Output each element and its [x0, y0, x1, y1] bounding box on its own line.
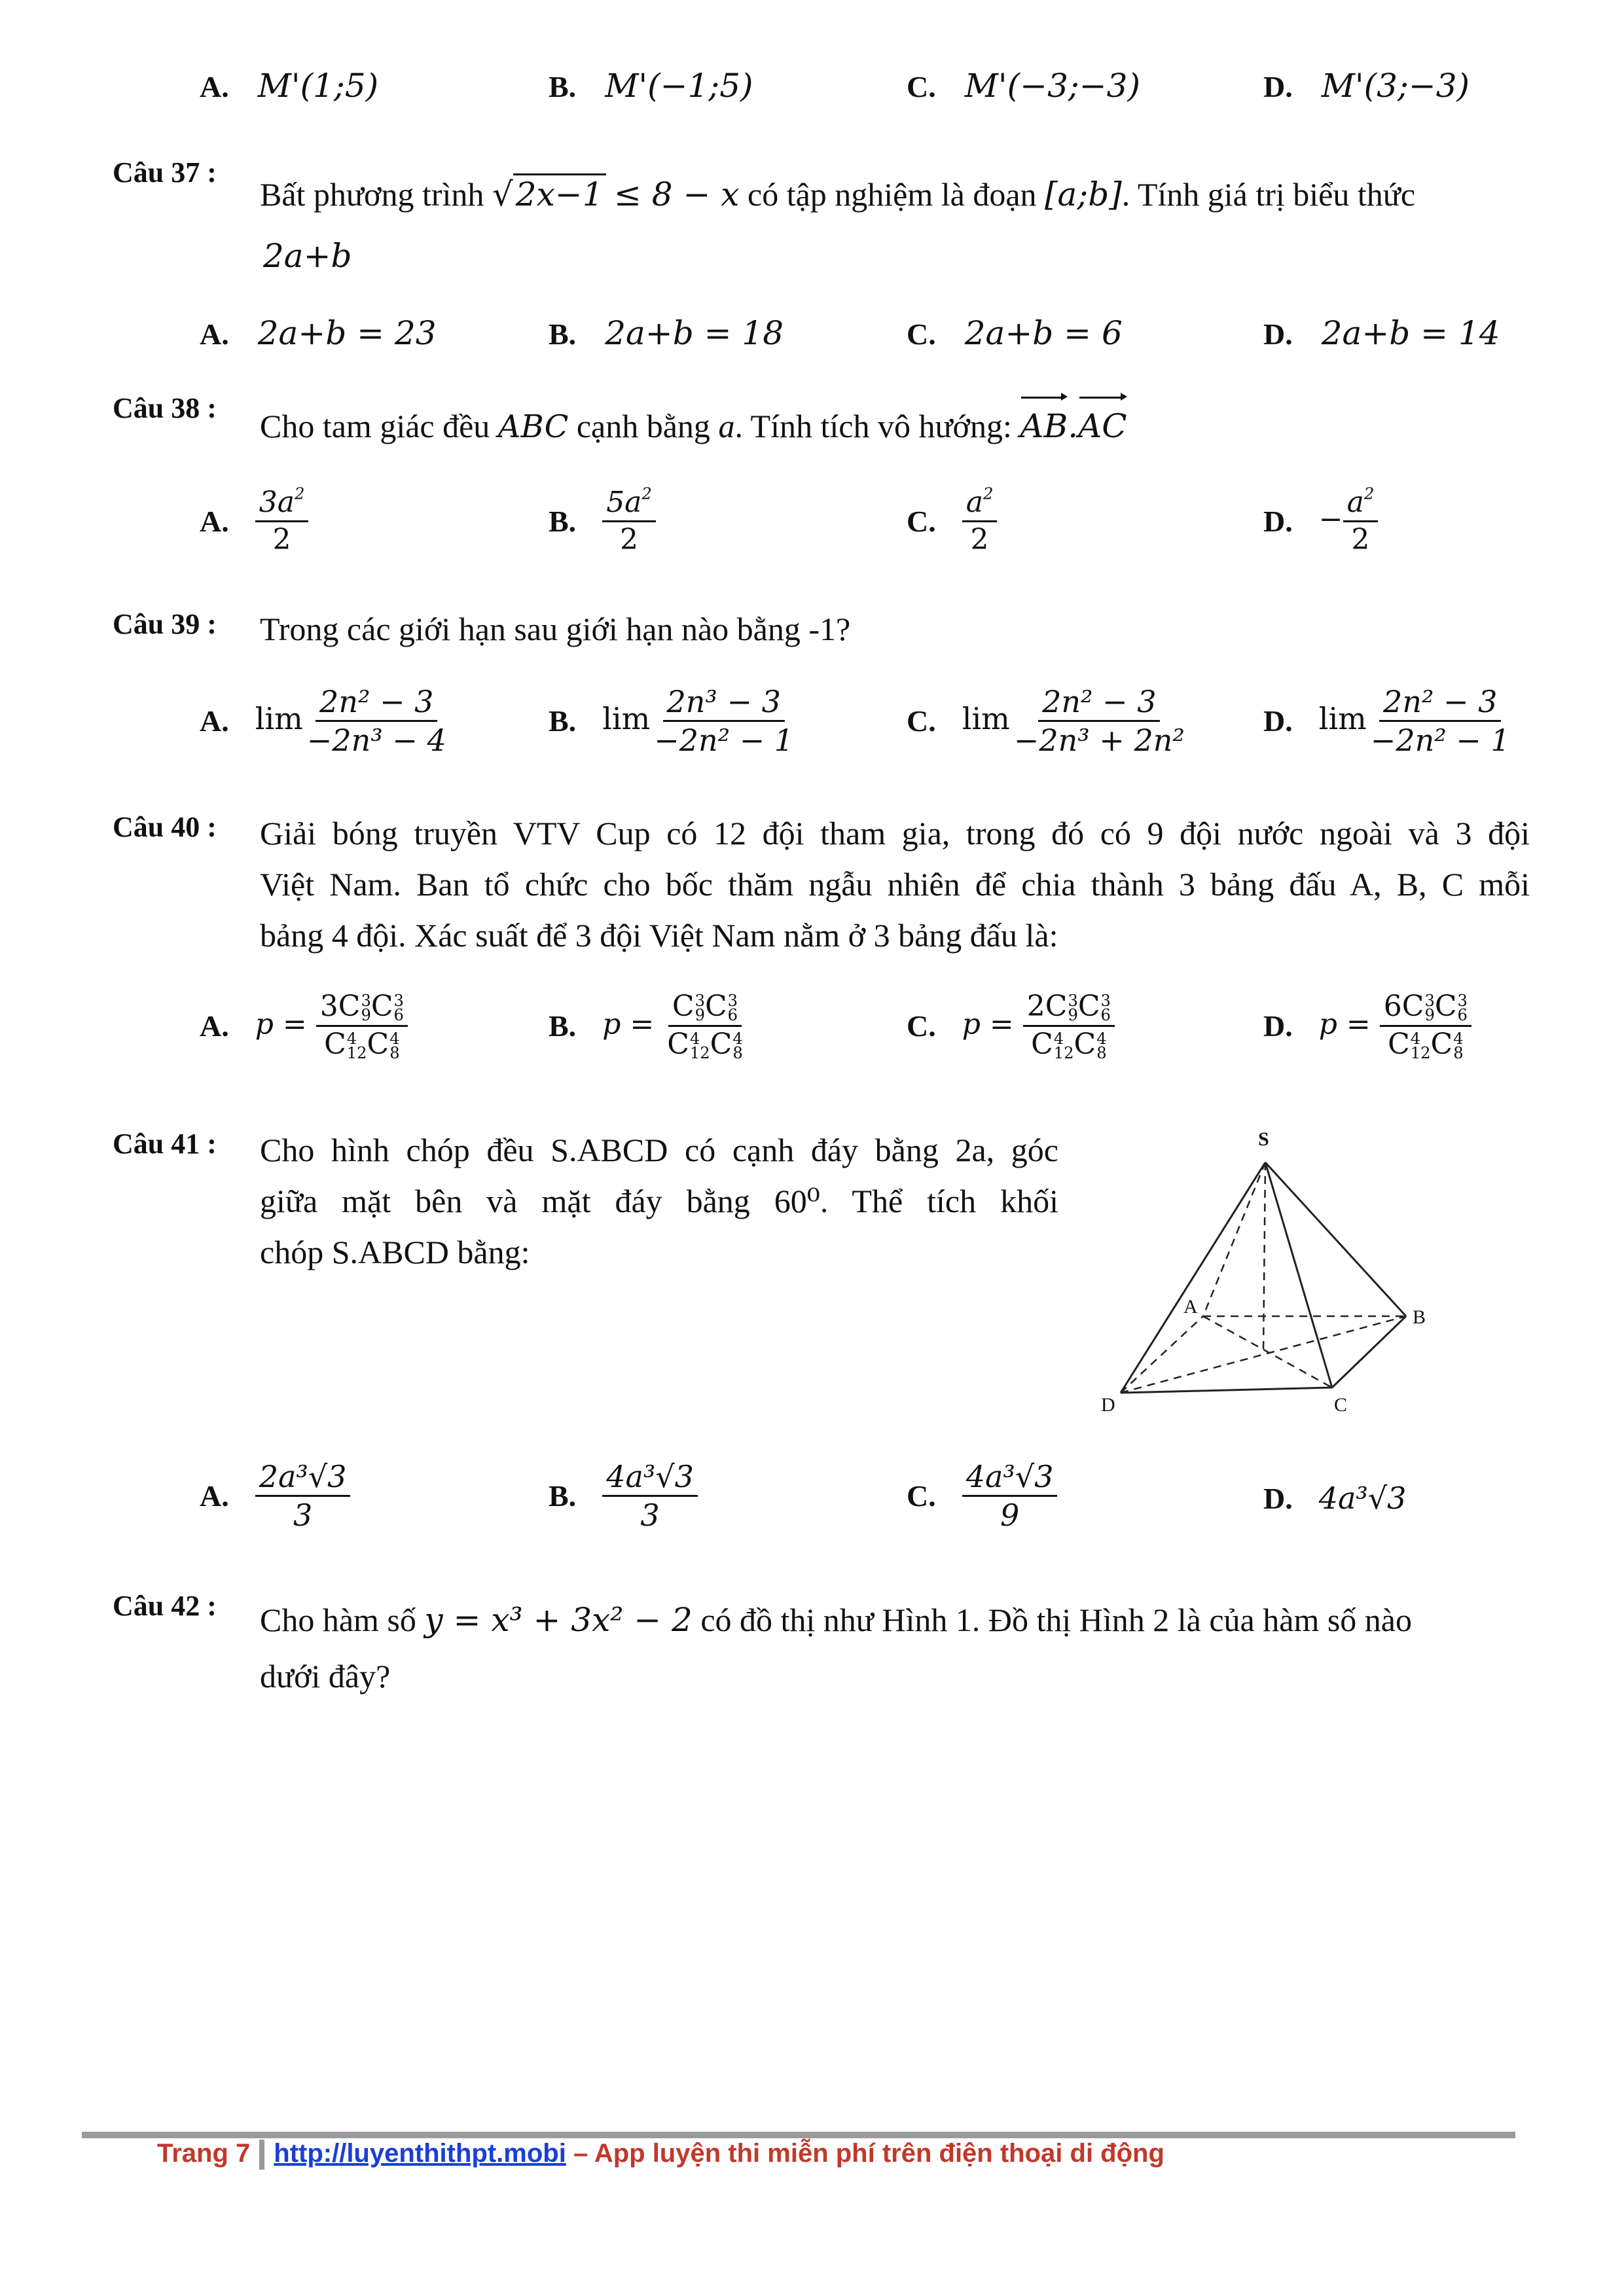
- vector-ab: AB: [1020, 401, 1068, 452]
- q40-label: Câu 40 :: [113, 811, 217, 843]
- q38-label: Câu 38 :: [113, 392, 217, 424]
- q39-label: Câu 39 :: [113, 608, 217, 640]
- q36-option-a: A. M'(1;5): [200, 67, 379, 105]
- q37-text: Bất phương trình √2x−1 ≤ 8 − x có tập nghiệm là đoạn [a;b]. Tính giá trị biểu thức: [260, 169, 1415, 220]
- q38-option-b: B. $\frac{5a^2}{2}$: [549, 488, 656, 555]
- label-c: C: [1334, 1394, 1348, 1416]
- footer-link[interactable]: http://luyenthithpt.mobi: [274, 2139, 566, 2168]
- q38-text: Cho tam giác đều ABC cạnh bằng a. Tính tích vô hướng: AB.AC: [260, 401, 1127, 452]
- q37-expression: 2a+b: [263, 237, 352, 275]
- q40-text: Giải bóng truyền VTV Cup có 12 đội tham gia, trong đó có 9 đội nước ngoài và 3 đội Việt Nam. Ban tổ chức cho bốc thăm ngẫu nhiên để chia thành 3 bảng đấu A, B, C mỗi bảng 4 đội. Xác suất để 3 đội Việt Nam nằm ở 3 bảng đấu là:: [260, 815, 1530, 954]
- edge-sc: [1265, 1162, 1332, 1388]
- footer-tagline: – App luyện thi miễn phí trên điện thoại di động: [573, 2139, 1164, 2168]
- height-hidden: [1263, 1162, 1265, 1352]
- label-b: B: [1413, 1306, 1426, 1328]
- q39-option-a: A. lim $\frac{\text{2n² − 3}}{\text{−2n³ − 4}}$: [200, 684, 446, 759]
- edge-sa-hidden: [1203, 1162, 1265, 1316]
- q41-option-c: C. $\frac{\text{4a³√3}}{9}$: [907, 1461, 1057, 1532]
- page-number: Trang 7: [157, 2139, 251, 2168]
- q39-option-b: B. lim $\frac{\text{2n³ − 3}}{\text{−2n² − 1}}$: [549, 684, 794, 759]
- q40-option-d: D. p = 6C 3 9 C 3 6 C 4 12 C 4 8: [1263, 992, 1471, 1061]
- q41-option-a: A. $\frac{\text{2a³√3}}{3}$: [200, 1461, 350, 1532]
- footer-rule: [82, 2132, 1515, 2138]
- q40-option-c: C. p = 2C 3 9 C 3 6 C 4 12 C 4 8: [907, 992, 1115, 1061]
- q42-label: Câu 42 :: [113, 1590, 217, 1622]
- q37-label: Câu 37 :: [113, 156, 217, 188]
- edge-sb: [1265, 1162, 1406, 1316]
- q42-text-line2: dưới đây?: [260, 1658, 391, 1695]
- q41-label: Câu 41 :: [113, 1128, 217, 1160]
- q40-option-a: A. p = 3C 3 9 C 3 6 C 4 12 C 4 8: [200, 992, 408, 1061]
- q40-option-b: B. p = C 3 9 C 3 6 C 4 12 C 4 8: [549, 990, 743, 1062]
- label-d: D: [1101, 1394, 1115, 1416]
- label-a: A: [1183, 1296, 1198, 1318]
- q41-option-d: D. 4a³√3: [1263, 1480, 1407, 1516]
- q37-option-d: D. 2a+b = 14: [1263, 314, 1500, 352]
- q36-option-c: C. M'(−3;−3): [907, 67, 1140, 105]
- q39-text: Trong các giới hạn sau giới hạn nào bằng -1?: [260, 611, 851, 647]
- q39-option-c: C. lim $\frac{\text{2n² − 3}}{\text{−2n³ + 2n²}}$: [907, 684, 1185, 759]
- q39-option-d: D. lim $\frac{\text{2n² − 3}}{\text{−2n² − 1}}$: [1263, 684, 1510, 759]
- q41-text: Cho hình chóp đều S.ABCD có cạnh đáy bằng 2a, góc giữa mặt bên và mặt đáy bằng 60⁰. Thể tích khối chóp S.ABCD bằng:: [260, 1132, 1058, 1270]
- footer-separator: [259, 2140, 264, 2170]
- edge-cb: [1332, 1316, 1406, 1388]
- q38-option-d: D. − $\frac{a^2}{2}$: [1263, 488, 1378, 555]
- vector-ac: AC: [1078, 401, 1127, 452]
- q41-option-b: B. $\frac{\text{4a³√3}}{3}$: [549, 1461, 698, 1532]
- footer: [157, 2139, 1164, 2170]
- edge-dc: [1121, 1388, 1332, 1393]
- diag-ac-hidden: [1203, 1316, 1332, 1388]
- edge-sd: [1121, 1162, 1265, 1393]
- label-s: S: [1258, 1128, 1269, 1150]
- q37-option-a: A. 2a+b = 23: [200, 314, 437, 352]
- q37-option-b: B. 2a+b = 18: [549, 314, 784, 352]
- q36-option-b: B. M'(−1;5): [549, 67, 753, 105]
- q42-text: Cho hàm số y = x³ + 3x² − 2 có đồ thị như Hình 1. Đồ thị Hình 2 là của hàm số nào: [260, 1601, 1412, 1639]
- q38-option-a: A. $\frac{3a^2}{2}$: [200, 488, 308, 555]
- q37-option-c: C. 2a+b = 6: [907, 314, 1123, 352]
- pyramid-figure: [1087, 1119, 1453, 1420]
- q38-option-c: C. $\frac{a^2}{2}$: [907, 488, 997, 555]
- q36-option-d: D. M'(3;−3): [1263, 67, 1470, 105]
